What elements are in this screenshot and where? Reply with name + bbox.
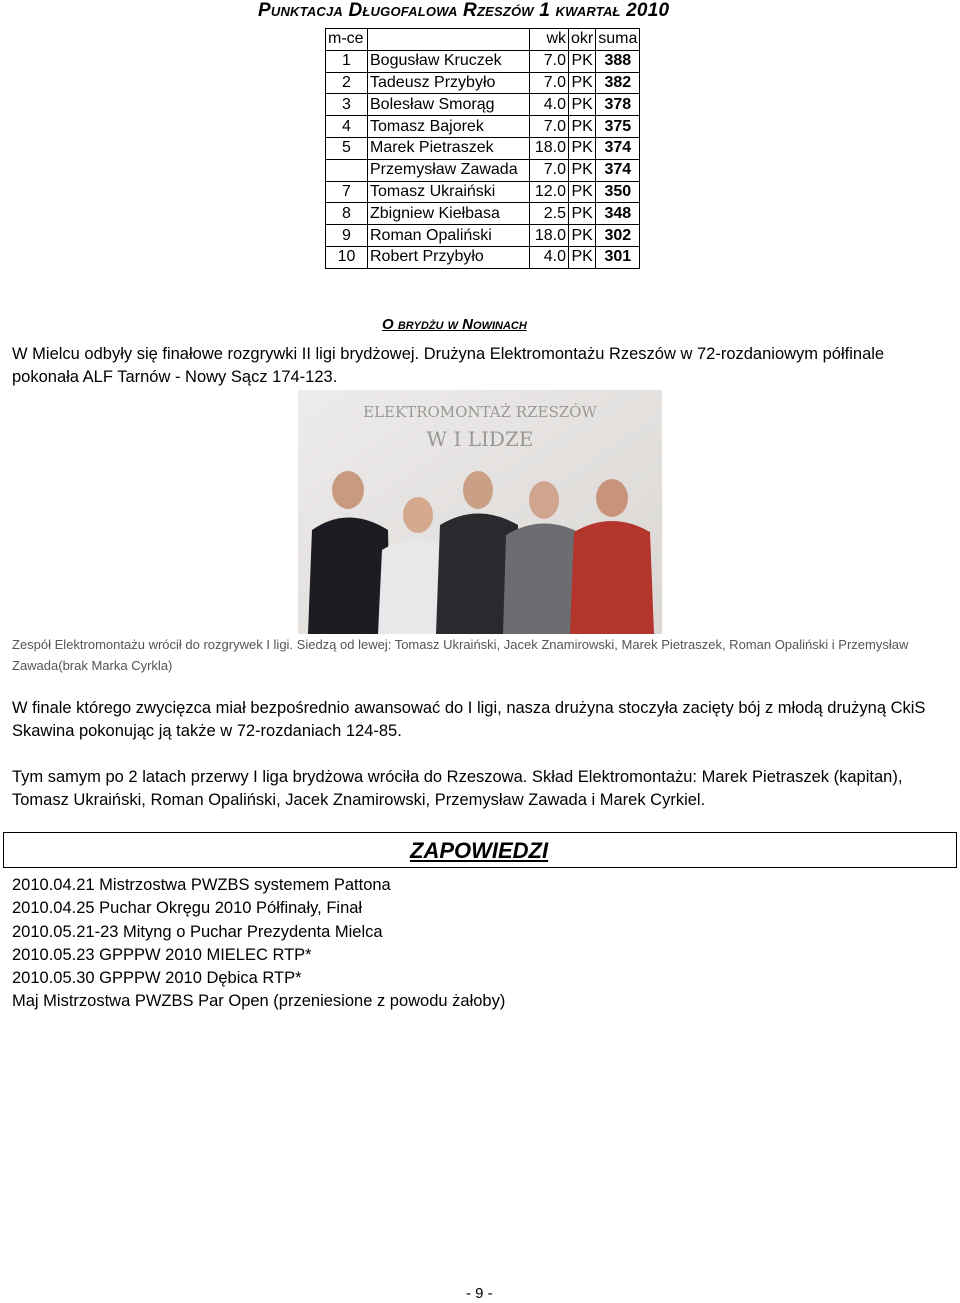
cell-suma: 374 [596,159,640,181]
cell-name: Tadeusz Przybyło [368,72,530,94]
cell-wk: 4.0 [530,246,569,268]
article-paragraph-final: W finale którego zwycięzca miał bezpośrednio awansować do I ligi, nasza drużyna stoczyła zacięty bój z młodą drużyną CkiS Skawina pokonując ją także w 72-rozdaniach 124-85. [12,699,926,740]
table-header-row [326,29,640,51]
table-row [326,94,640,116]
cell-wk: 7.0 [530,159,569,181]
cell-pos [326,159,368,181]
table-row [326,225,640,247]
cell-okr: PK [569,137,596,159]
cell-okr: PK [569,225,596,247]
team-photo-image [298,390,662,634]
cell-okr: PK [569,246,596,268]
cell-wk: 18.0 [530,137,569,159]
cell-suma: 302 [596,225,640,247]
cell-name: Bolesław Smorąg [368,94,530,116]
cell-name: Przemysław Zawada [368,159,530,181]
photo-banner-line2: W I LIDZE [426,427,534,451]
cell-pos: 7 [326,181,368,203]
cell-suma: 374 [596,137,640,159]
cell-name: Roman Opaliński [368,225,530,247]
ranking-table [325,28,640,269]
cell-wk: 7.0 [530,50,569,72]
cell-okr: PK [569,94,596,116]
header-suma: suma [596,29,640,51]
table-row [326,116,640,138]
header-okr: okr [569,29,596,51]
cell-name: Robert Przybyło [368,246,530,268]
cell-pos: 5 [326,137,368,159]
cell-wk: 7.0 [530,116,569,138]
ranking-title: Punktacja Długofalowa Rzeszów 1 kwartał 2010 [258,0,670,21]
table-row [326,137,640,159]
cell-pos: 3 [326,94,368,116]
cell-okr: PK [569,116,596,138]
cell-name: Tomasz Bajorek [368,116,530,138]
announcements-list [12,874,505,1014]
list-item: Maj Mistrzostwa PWZBS Par Open (przeniesione z powodu żałoby) [12,992,506,1011]
header-pos: m-ce [326,29,368,51]
cell-suma: 301 [596,246,640,268]
header-name [368,29,530,51]
table-row [326,246,640,268]
table-row [326,72,640,94]
team-photo [298,390,662,634]
list-item: 2010.04.25 Puchar Okręgu 2010 Półfinały, Finał [12,899,363,918]
table-row [326,203,640,225]
cell-pos: 9 [326,225,368,247]
page-number: - 9 - [466,1285,493,1302]
cell-suma: 375 [596,116,640,138]
table-row [326,159,640,181]
list-item: 2010.05.30 GPPPW 2010 Dębica RTP* [12,969,302,988]
announcements-title: ZAPOWIEDZI [410,838,549,863]
cell-name: Bogusław Kruczek [368,50,530,72]
cell-name: Tomasz Ukraiński [368,181,530,203]
cell-suma: 382 [596,72,640,94]
list-item: 2010.05.23 GPPPW 2010 MIELEC RTP* [12,945,312,964]
cell-wk: 18.0 [530,225,569,247]
cell-wk: 4.0 [530,94,569,116]
cell-suma: 348 [596,203,640,225]
cell-okr: PK [569,203,596,225]
cell-okr: PK [569,72,596,94]
photo-banner-line1: ELEKTROMONTAŻ RZESZÓW [363,403,597,421]
list-item: 2010.05.21-23 Mityng o Puchar Prezydenta Mielca [12,922,383,941]
cell-pos: 1 [326,50,368,72]
cell-wk: 12.0 [530,181,569,203]
people-group [308,471,654,634]
article-paragraph-squad: Tym samym po 2 latach przerwy I liga brydżowa wróciła do Rzeszowa. Skład Elektromontażu: Marek Pietraszek (kapitan), Tomasz Ukraiński, Roman Opaliński, Jacek Znamirowski, Przemysław Zawada i Marek Cyrkiel. [12,768,903,809]
list-item: 2010.04.21 Mistrzostwa PWZBS systemem Pattona [12,876,391,894]
cell-pos: 8 [326,203,368,225]
cell-okr: PK [569,50,596,72]
header-wk: wk [530,29,569,51]
cell-okr: PK [569,159,596,181]
cell-suma: 388 [596,50,640,72]
cell-pos: 10 [326,246,368,268]
cell-name: Marek Pietraszek [368,137,530,159]
cell-wk: 7.0 [530,72,569,94]
photo-caption: Zespół Elektromontażu wrócił do rozgrywek I ligi. Siedzą od lewej: Tomasz Ukraiński, Jacek Znamirowski, Marek Pietraszek, Roman Opaliński i Przemysław Zawada(brak Marka Cyrkla) [12,637,909,673]
cell-okr: PK [569,181,596,203]
article-intro: W Mielcu odbyły się finałowe rozgrywki II ligi brydżowej. Drużyna Elektromontażu Rzeszów w 72-rozdaniowym półfinale pokonała ALF Tarnów - Nowy Sącz 174-123. [12,345,885,386]
cell-suma: 378 [596,94,640,116]
cell-name: Zbigniew Kiełbasa [368,203,530,225]
table-row [326,181,640,203]
cell-wk: 2.5 [530,203,569,225]
cell-pos: 4 [326,116,368,138]
cell-suma: 350 [596,181,640,203]
article-title: O brydżu w Nowinach [382,316,527,333]
table-row [326,50,640,72]
cell-pos: 2 [326,72,368,94]
